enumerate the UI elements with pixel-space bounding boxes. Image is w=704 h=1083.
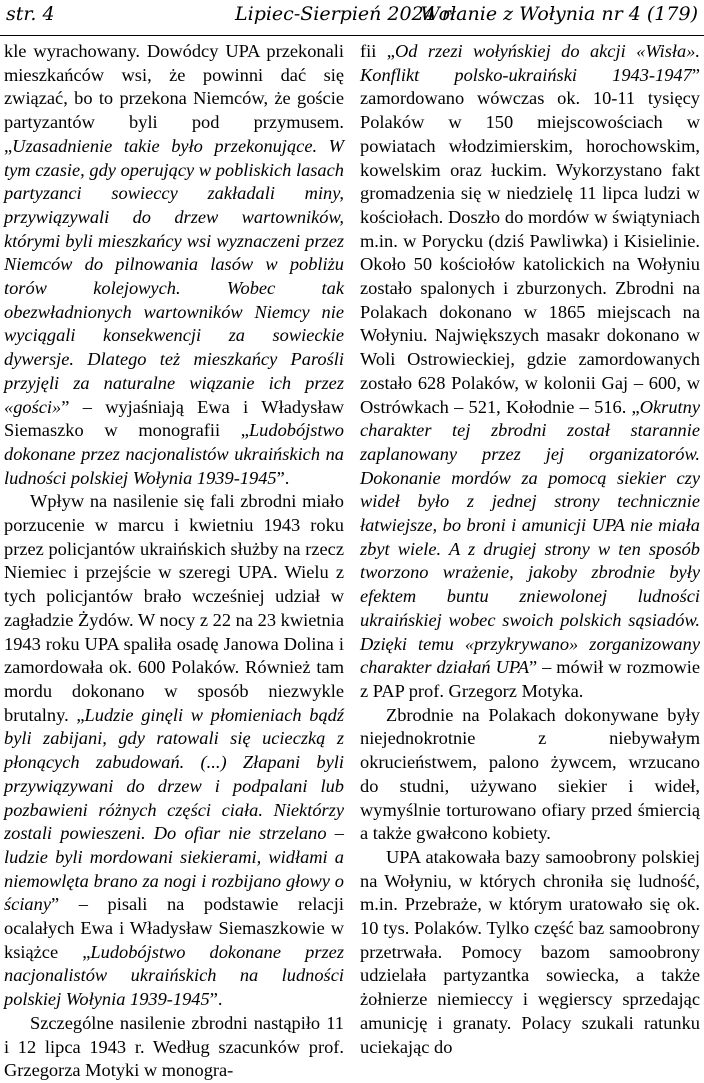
article-paragraph — [360, 704, 700, 846]
body-text: ” zamordowano wówczas ok. 10-11 tysięcy Polaków w 150 miejscowościach w powiatach włodzimierskim, horochowskim, kowelskim oraz łuckim. Wykorzystano fakt gromadzenia się w niedzielę 11 lipca ludzi w kościołach. Doszło do mordów w świątyniach m.in. w Porycku (dziś Pawliwka) i Kisielinie. Około 50 kościołów katolickich na Wołyniu zostało spalonych i zburzonych. Zbrodni na Polakach dokonano w 1865 miejscach na Wołyniu. Największych masakr dokonano w Woli Ostrowieckiej, gdzie zamordowanych zostało 628 Polaków, w kolonii Gaj – 600, w Ostrówkach – 521, Kołodnie – 516. „ — [360, 64, 700, 417]
quoted-text: Ludzie ginęli w płomieniach bądź byli zabijani, gdy ratowali się ucieczką z płonących zabudowań. (...) Złapani byli przywiązywani do drzew i podpalani lub pozbawieni różnych części ciała. Niektórzy zostali powieszeni. Do ofiar nie strzelano – ludzie byli mordowani siekierami, widłami a niemowlęta brano za nogi i rozbijano głowy o ściany — [4, 704, 344, 915]
quoted-text: Ludobójstwo dokonane przez nacjonalistów ukraińskich na ludności polskiej Wołynia 1939-1945 — [4, 941, 344, 1010]
body-text: Wpływ na nasilenie się fali zbrodni miało porzucenie w marcu i kwietniu 1943 roku przez policjantów ukraińskich służby na rzecz Niemiec i przejście w szeregi UPA. Wielu z tych policjantów brało wcześniej udział w zagładzie Żydów. W nocy z 22 na 23 kwietnia 1943 roku UPA spaliła osadę Janowa Dolina i zamordowała ok. 600 Polaków. Również tam mordu dokonano w sposób niezwykle brutalny. „ — [4, 491, 344, 725]
body-text: UPA atakowała bazy samoobrony polskiej na Wołyniu, w których chroniła się ludność, m.in. Przebraże, w którym uratowało się ok. 10 tys. Polaków. Tylko część baz samoobrony przetrwała. Pomocy bazom samoobrony udzielała partyzantka sowiecka, a także żołnierze niemieccy i węgierscy sprzedając amunicję i granaty. Polacy szukali ratunku uciekając do — [360, 846, 700, 1057]
page-header — [0, 0, 704, 36]
quoted-text: Ludobójstwo dokonane przez nacjonalistów ukraińskich na ludności polskiej Wołynia 1939-1945 — [4, 420, 344, 488]
quoted-text: Okrutny charakter tej zbrodni został starannie zaplanowany przez jej organizatorów. Dokonanie mordów za pomocą siekier czy wideł było z jednej strony technicznie łatwiejsze, bo broni i amunicji UPA nie miała zbyt wiele. A z drugiej strony w ten sposób tworzono wrażenie, jakoby zbrodnie były efektem buntu zniewolonej ludności ukraińskiej wobec swoich polskich sąsiadów. Dzięki temu «przykrywano» zorganizowany charakter działań UPA — [360, 396, 700, 678]
body-text: fii „ — [360, 41, 395, 61]
article-column-right — [360, 40, 700, 1057]
body-text: ”. — [276, 467, 290, 488]
article-paragraph — [360, 40, 700, 704]
body-text: ” – pisali na podstawie relacji ocalałych Ewa i Władysław Siemaszkowie w książce „ — [4, 894, 344, 962]
quoted-text: Uzasadnienie takie było przekonujące. W tym czasie, gdy operujący w pobliskich lasach partyzanci sowieccy zakładali miny, przywiązywali do drzew wartowników, którymi byli mieszkańcy wsi wyznaczeni przez Niemców do pilnowania lasów w pobliżu torów kolejowych. Wobec tak obezwładnionych wartowników Niemcy nie wyciągali konsekwencji za sowieckie dywersje. Dlatego też mieszkańcy Parośli przyjęli za naturalne wiązanie ich przez «gości» — [4, 135, 344, 417]
body-text: ” – mówił w rozmowie z PAP prof. Grzegorz Motyka. — [360, 657, 700, 701]
quoted-text: Od rzezi wołyńskiej do akcji «Wisła». Konflikt polsko-ukraiński 1943-1947 — [360, 41, 700, 85]
publication-title: Wołanie z Wołynia nr 4 (179) — [420, 3, 698, 25]
body-text: ”. — [209, 989, 223, 1010]
body-text: ” – wyjaśniają Ewa i Władysław Siemaszko w monografii „ — [4, 396, 344, 441]
body-text: Szczególne nasilenie zbrodni nastąpiło 11 i 12 lipca 1943 r. Według szacunków prof. Grzegorza Motyki w monogra- — [4, 1012, 344, 1081]
article-paragraph — [360, 846, 700, 1059]
page-number: str. 4 — [6, 3, 55, 25]
article-paragraph — [4, 1012, 344, 1083]
article-paragraph — [4, 40, 344, 490]
article-paragraph — [4, 490, 344, 1011]
issue-date: Lipiec-Sierpień 2024 r. — [235, 3, 455, 25]
body-text: kle wyrachowany. Dowódcy UPA przekonali mieszkańców wsi, że powinni dać się związać, bo to przekona Niemców, że goście partyzantów byli pod przymusem. „ — [4, 41, 344, 156]
article-column-left — [4, 40, 344, 1081]
body-text: Zbrodnie na Polakach dokonywane były niejednokrotnie z niebywałym okrucieństwem, palono żywcem, wrzucano do studni, używano siekier i wideł, wymyślnie torturowano ofiary przed śmiercią a także gwałcono kobiety. — [360, 704, 700, 844]
